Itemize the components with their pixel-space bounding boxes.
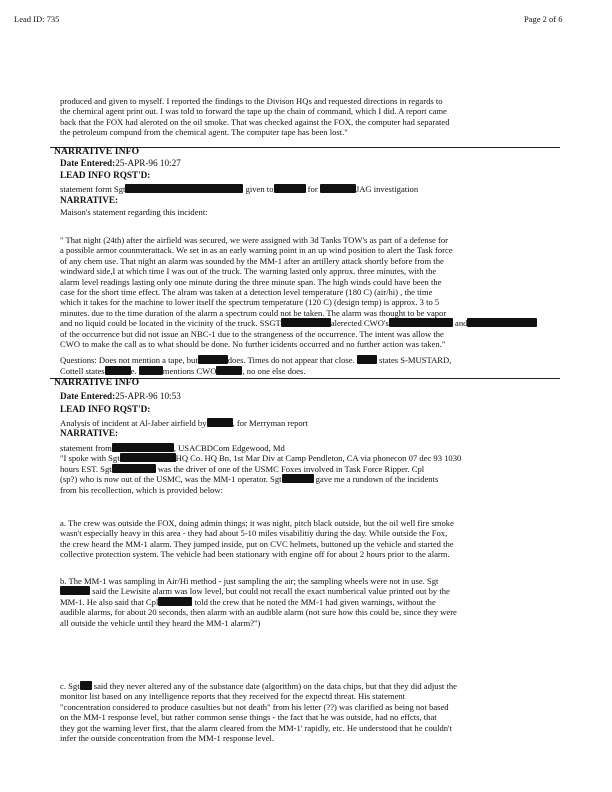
text-line	[60, 474, 564, 484]
redaction-block	[112, 464, 156, 473]
date-value: 25-APR-96 10:53	[115, 391, 181, 401]
redaction-block	[112, 443, 174, 452]
text-fragment: c. Sgt	[60, 681, 80, 691]
text-fragment: Analysis of incident at Al-Jaber airfield by	[60, 418, 207, 428]
text-line: of any chem use. That night an alarm was sounded by the MM-1 after an artillery attack shortly before from the	[60, 255, 444, 266]
text-fragment: was the driver of one of the USMC Foxes involved in Task Force Ripper. Cpl	[157, 463, 425, 474]
text-line: all outside the vehicle until they heard the MM-1 alarm?")	[60, 617, 261, 628]
paragraph-c	[60, 681, 564, 743]
lead-info-rqst-text	[60, 418, 564, 428]
text-line: the crew heard the MM-1 alarm. They jumped inside, put on CVC helmets, buttoned up the vehicle and started the	[60, 538, 454, 549]
text-line	[60, 681, 564, 691]
redaction-block	[139, 366, 163, 375]
text-fragment: said the Lewisite alarm was low level, but could not recall the exact numberical value printed out by the	[92, 586, 450, 597]
text-fragment: "I spoke with Sgt	[60, 453, 120, 464]
section-heading: NARRATIVE INFO	[54, 146, 140, 157]
text-line: infer the outside concentration from the MM-1 response level.	[60, 733, 275, 744]
text-line: collective protection system. The vehicle had been stationary with engine off for about 2 hours prior to the alarm.	[60, 549, 450, 560]
text-line: " That night (24th) after the airfield was secured, we were assigned with 3d Tanks TOW's as part of a defense for	[60, 235, 449, 245]
text-fragment: , for Merryman report	[232, 418, 308, 428]
date-label: Date Entered:	[60, 391, 116, 401]
text-line: "concentration considered to produce casulties but not death" from his letter (??) was clarified as being not based	[60, 701, 449, 712]
text-line: CWO to make the call as to what should be done. No further icidents occurred and no further action was taken."	[60, 339, 446, 350]
text-fragment: told the crew that he noted the MM-1 had given warnings, without the	[194, 596, 436, 607]
text-fragment: HQ Co. HQ Bn, 1st Mar Div at Camp Pendleton, CA via phonecon 07 dec 93 1030	[175, 453, 462, 464]
text-fragment: and no liquid could be located in the vicinity of the truck. SSGT	[60, 318, 281, 329]
lead-id: Lead ID: 735	[14, 14, 60, 24]
redaction-block	[80, 681, 92, 690]
redaction-block	[281, 318, 331, 327]
text-line: a. The crew was outside the FOX, doing admin things; it was night, pitch black outside, but the oil well fire smoke	[60, 518, 454, 528]
text-line: of the occurrence but did not issue an NBC-1 due to the strangeness of the occurrence. The intent was allow the	[60, 328, 444, 339]
text-line	[60, 597, 564, 607]
text-fragment: , no one else does.	[242, 366, 306, 376]
date-entered	[60, 158, 181, 168]
text-line: b. The MM-1 was sampling in Air/Hi method - just sampling the air; the sampling wheels were not in use. Sgt	[60, 576, 439, 586]
text-line: on the MM-1 response level, but rather common sense things - the fact that he was outside, had no effcts, that	[60, 712, 437, 723]
lead-info-rqst-text	[60, 184, 564, 194]
date-label: Date Entered:	[60, 158, 116, 168]
text-line	[60, 453, 564, 463]
text-fragment: (sp?) who is now out of the USMC, was the MM-1 operator. Sgt	[60, 474, 282, 485]
redaction-block	[274, 184, 306, 193]
page-number: Page 2 of 6	[524, 14, 563, 24]
quoted-statement	[60, 235, 564, 349]
text-fragment: said they never altered any of the substance date (algorithm) on the data chips, but that they did adjust the	[93, 681, 457, 691]
redaction-block	[105, 366, 131, 375]
text-line: wasn't especially heavy in this area - they had about 5-10 miles visabilitiy during the day. While outside the Fox,	[60, 528, 448, 539]
text-line: the petroleum compund from the chemical agent. The computer tape has been lost."	[60, 127, 348, 138]
text-line: produced and given to myself. I reported the findings to the Divison HQs and requested directions in regards to	[60, 96, 443, 106]
text-line: windward side,I at which time I was out of the truck. The warning lasted only approx. three minutes, with the	[60, 266, 437, 277]
text-fragment: alerected CWO's	[330, 318, 389, 329]
text-line: back that the FOX had aleroted on the oil smoke. That was checked against the FOX, the computer had separated	[60, 116, 450, 127]
text-line: a possible armor counmterattack. We set in as an early warning point in an up wind position to alert the Task force	[60, 245, 453, 256]
text-fragment: does. Times do not appear that close.	[227, 355, 355, 365]
text-line	[60, 318, 564, 328]
text-line	[60, 464, 564, 474]
section-heading: NARRATIVE INFO	[54, 377, 140, 388]
redaction-block	[60, 586, 90, 595]
redaction-block	[282, 474, 314, 483]
text-line: alarm level readings lasting only one minute during the three minute span. The high winds could have been the	[60, 276, 442, 287]
narrative-label: NARRATIVE:	[60, 428, 119, 438]
narrative-body	[60, 443, 564, 495]
text-line: case for the short time effect. The alram was taken at a detection level temperature (180 C) (air/hi) , the time	[60, 287, 433, 298]
text-fragment: JAG investigation	[355, 184, 419, 194]
redaction-block	[389, 318, 453, 327]
intro-paragraph	[60, 96, 564, 138]
text-fragment: mentions CWO	[162, 366, 217, 376]
paragraph-b	[60, 576, 564, 628]
redaction-block	[207, 418, 233, 427]
text-fragment: given to	[245, 184, 274, 194]
text-line: audible alarms, for about 20 seconds, then alarm with an audible alarm (not sure how this could be, since they were	[60, 607, 457, 618]
text-fragment: statement from	[60, 443, 112, 453]
text-line: the chemical agent print out. I was told to forward the tape up the chain of command, which I did. A report came	[60, 106, 447, 117]
questions-line	[60, 355, 564, 365]
narrative-label: NARRATIVE:	[60, 195, 119, 205]
lead-info-rqst-label: LEAD INFO RQST'D:	[60, 404, 151, 414]
text-fragment: and	[455, 318, 468, 329]
text-line: monitor list based on any intelligence reports that they received for the expectd threat. His statement	[60, 691, 406, 702]
redaction-block	[216, 366, 242, 375]
text-line: from his recollection, which is provided below:	[60, 484, 224, 495]
text-line: they got the warning lever first, that the alarm cleared from the MM-1' rapidly, etc. He understood that he couldn't	[60, 722, 452, 733]
text-fragment: Questions: Does not mention a tape, but	[60, 355, 198, 365]
text-line: minutes. due to the time duration of the alarm a spectrum could not be taken. The alarm was thought to be vapor	[60, 307, 447, 318]
text-fragment: states S-MUSTARD,	[379, 355, 452, 365]
redaction-block	[125, 184, 243, 193]
text-fragment: gave me a rundown of the incidents	[315, 474, 439, 485]
lead-info-rqst-label: LEAD INFO RQST'D:	[60, 170, 151, 180]
questions-line-2	[60, 366, 564, 376]
redaction-block	[158, 597, 192, 606]
redaction-block	[198, 355, 228, 364]
text-fragment: e.	[130, 366, 137, 376]
text-line	[60, 443, 564, 453]
text-fragment: hours EST. Sgt	[60, 463, 112, 474]
narrative-line: Maison's statement regarding this incident:	[60, 207, 208, 217]
redaction-block	[357, 355, 377, 364]
redaction-block	[120, 453, 176, 462]
text-fragment: Cottell states	[60, 366, 105, 376]
text-fragment: statement form Sgt	[60, 184, 126, 194]
text-line	[60, 586, 564, 596]
redaction-block	[467, 318, 537, 327]
paragraph-a	[60, 518, 564, 560]
date-value: 25-APR-96 10:27	[115, 158, 181, 168]
text-fragment: , USACBDCom Edgewood, Md	[173, 443, 285, 453]
date-entered	[60, 391, 181, 401]
text-fragment: for	[307, 184, 318, 194]
text-line: which it takes for the machine to lower itself the spectrum temperature (120 C) (design temp) is approx. 3 to 5	[60, 297, 440, 308]
text-fragment: MM-1. He also said that Cpl	[60, 596, 159, 607]
redaction-block	[320, 184, 356, 193]
